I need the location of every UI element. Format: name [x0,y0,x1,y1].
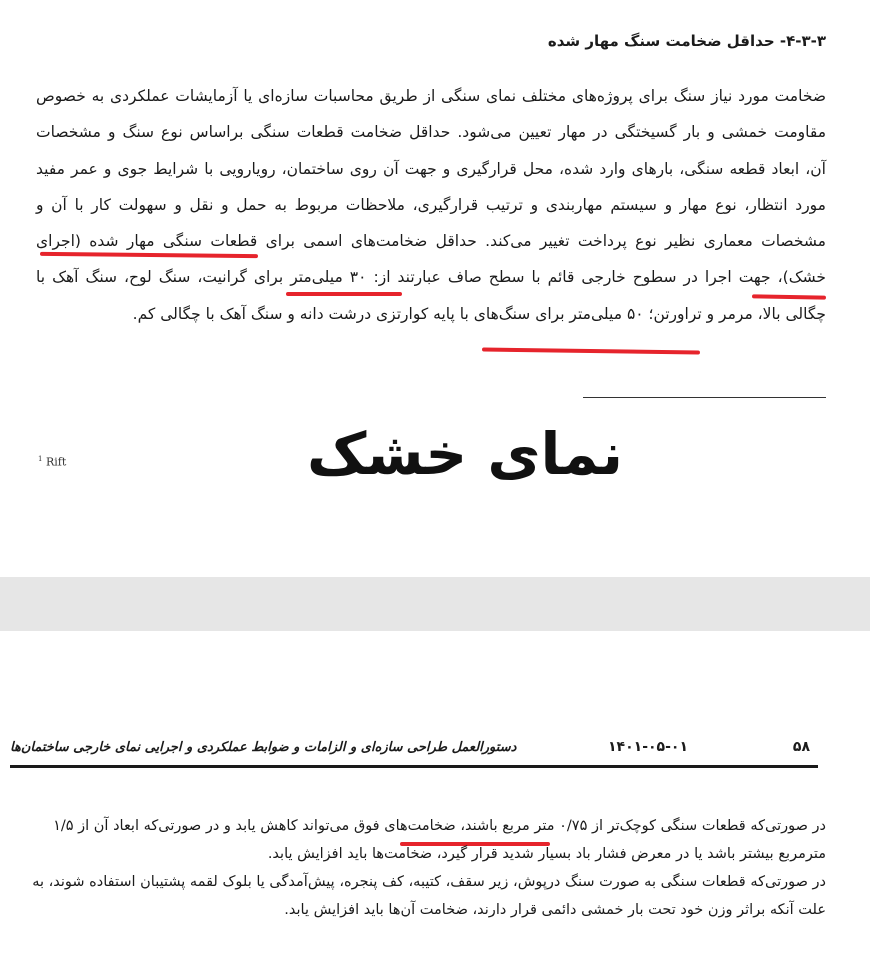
paragraph-line: مورد انتظار، نوع مهار و سیستم مهاربندی و ترتیب قرارگیری، ملاحظات مربوط به حمل و نقل و سهولت کار با آن و [36,195,826,214]
section-paragraph [36,78,826,332]
footnote-number: 1 [38,455,43,463]
red-underline-mark [482,347,700,354]
section-heading: ۴-۳-۳- حداقل ضخامت سنگ مهار شده [547,32,826,50]
next-page-paragraph: در صورتی‌که قطعات سنگی به صورت سنگ درپوش، زیر سقف، کتیبه، کف پنجره، پیش‌آمدگی یا بلوک لقمه پشتیبان استفاده شوند، به علت آنکه براثر وزن خود تحت بار خمشی دائمی قرار دارند، ضخامت آن‌ها باید افزایش یابد. [32,874,826,918]
next-page-paragraph: در صورتی‌که قطعات سنگی کوچک‌تر از ۰/۷۵ متر مربع باشند، ضخامت‌های فوق می‌تواند کاهش یابد و در صورتی‌که ابعاد آن از ۱/۵ مترمربع بیشتر باشد یا در معرض فشار باد بسیار شدید قرار گیرد، ضخامت‌ها باید افزایش یابد. [53,818,826,862]
paragraph-line: مشخصات معماری نظیر نوع پرداخت تغییر می‌کند. حداقل ضخامت‌های اسمی برای قطعات سنگی مهار شده (اجرای [36,232,826,251]
footnote-text: Rift [45,455,67,469]
page-footer [10,737,818,768]
overlay-title: نمای خشک [307,420,623,488]
paragraph-line: خشک)، جهت اجرا در سطوح خارجی قائم با سطح صاف عبارتند از: ۳۰ میلی‌متر برای گرانیت، سنگ لوح، سنگ آهک با [36,268,827,287]
footer-title: دستورالعمل طراحی سازه‌ای و الزامات و ضوابط عملکردی و اجرایی نمای خارجی ساختمان‌ها [10,740,517,755]
next-page-text [20,812,826,924]
red-underline-mark [286,292,402,296]
paragraph-line: مقاومت خمشی و بار گسیختگی در مهار تعیین می‌شود. حداقل ضخامت قطعات سنگی براساس نوع سنگ و مشخصات [36,123,826,142]
paragraph-line: ضخامت مورد نیاز سنگ برای پروژه‌های مختلف نمای سنگی از طریق محاسبات سازه‌ای یا آزمایشات عملکردی به خصوص [36,87,826,105]
footnote [38,455,66,469]
page-separator [0,577,870,631]
footer-date: ۱۴۰۱-۰۵-۰۱ [608,739,688,755]
paragraph-line: چگالی بالا، مرمر و تراورتن؛ ۵۰ میلی‌متر برای سنگ‌های با پایه کوارتزی درشت دانه و سنگ آهک با چگالی کم. [132,304,826,323]
page-number: ۵۸ [792,739,810,755]
footnote-rule [583,397,826,398]
paragraph-line: آن، ابعاد قطعه سنگی، بارهای وارد شده، محل قرارگیری و جهت آن روی ساختمان، رویارویی با شرایط جوی و عمر مفید [36,159,826,178]
